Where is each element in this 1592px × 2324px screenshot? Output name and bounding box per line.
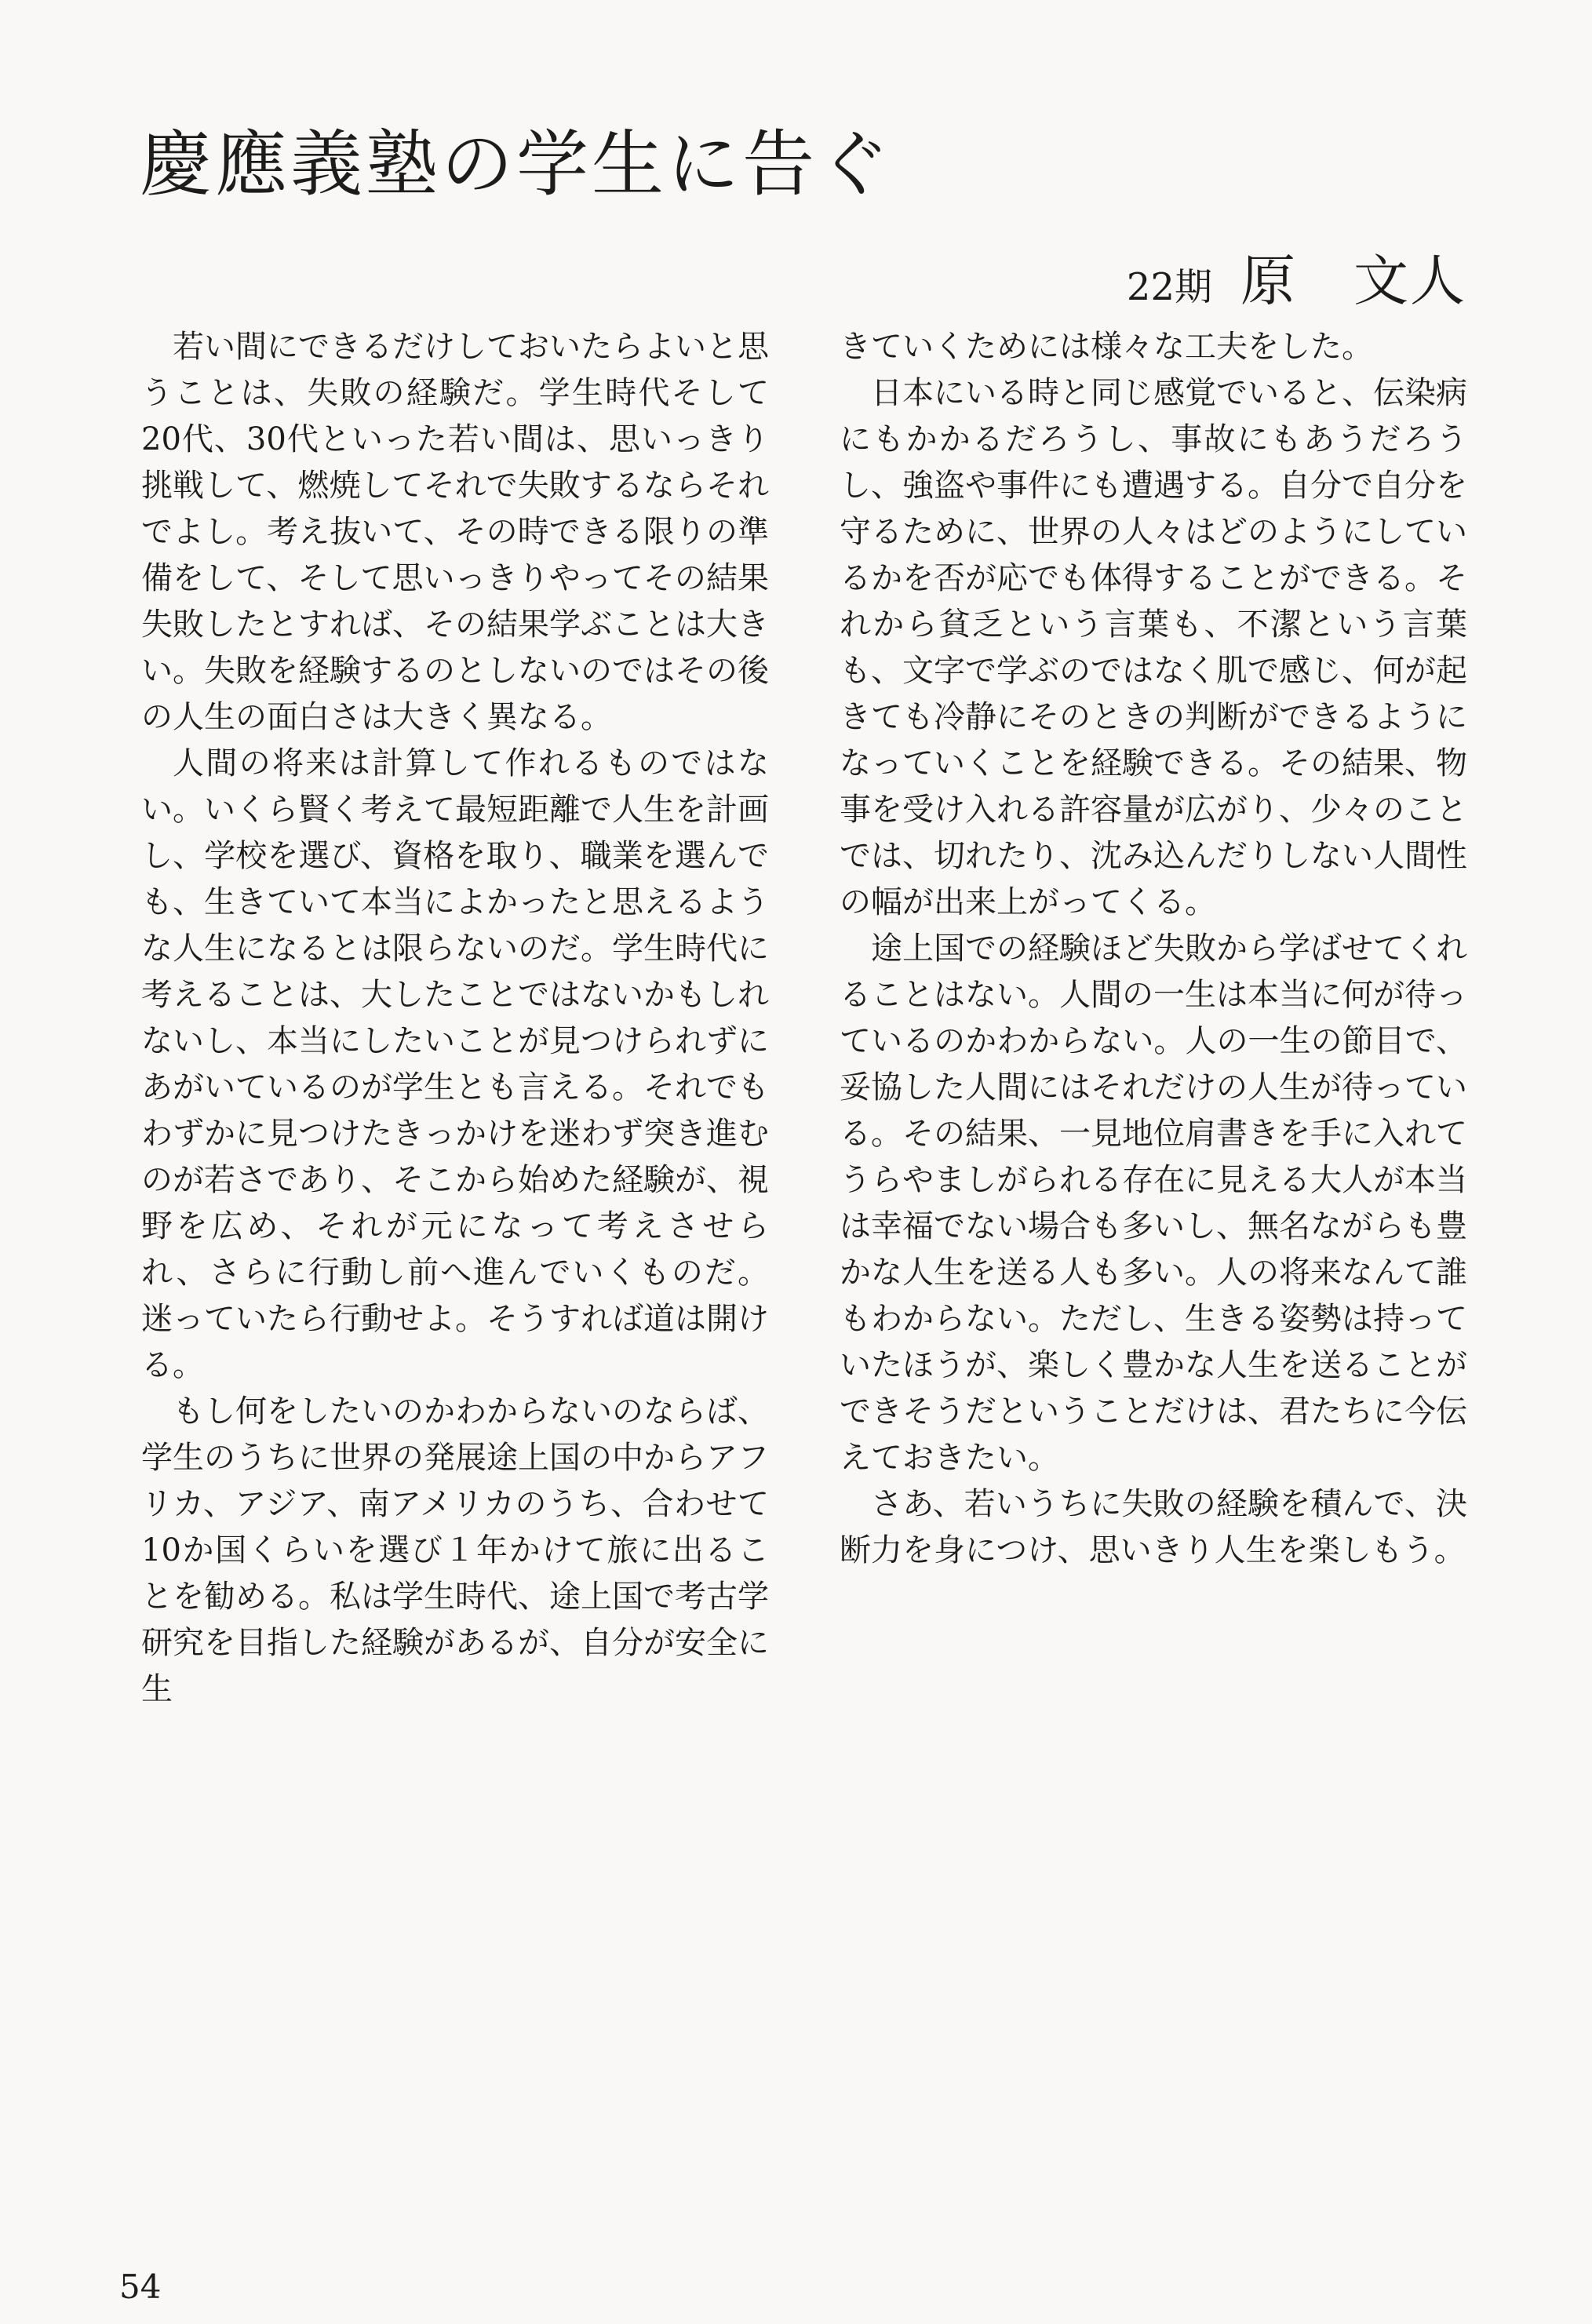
- left-column: [141, 324, 769, 1713]
- paragraph: 若い間にできるだけしておいたらよいと思うことは、失敗の経験だ。学生時代そして20代、30代といった若い間は、思いっきり挑戦して、燃焼してそれで失敗するならそれでよし。考え抜いて、その時できる限りの準備をして、そして思いっきりやってその結果失敗したとすれば、その結果学ぶことは大きい。失敗を経験するのとしないのではその後の人生の面白さは大きく異なる。: [141, 329, 769, 735]
- author-name: 原 文人: [1240, 249, 1466, 313]
- paragraph: 途上国での経験ほど失敗から学ばせてくれることはない。人間の一生は本当に何が待っているのかわからない。人の一生の節目で、妥協した人間にはそれだけの人生が待っている。その結果、一見地位肩書きを手に入れてうらやましがられる存在に見える大人が本当は幸福でない場合も多いし、無名ながらも豊かな人生を送る人も多い。人の将来なんて誰もわからない。ただし、生きる姿勢は持っていたほうが、楽しく豊かな人生を送ることができそうだということだけは、君たちに今伝えておきたい。: [840, 931, 1467, 1476]
- paragraph: さあ、若いうちに失敗の経験を積んで、決断力を身につけ、思いきり人生を楽しもう。: [840, 1486, 1467, 1568]
- author-period: 22期: [1126, 265, 1212, 309]
- right-column: [840, 324, 1467, 1574]
- paragraph: 人間の将来は計算して作れるものではない。いくら賢く考えて最短距離で人生を計画し、学校を選び、資格を取り、職業を選んでも、生きていて本当によかったと思えるような人生になるとは限らないのだ。学生時代に考えることは、大したことではないかもしれないし、本当にしたいことが見つけられずにあがいているのが学生とも言える。それでもわずかに見つけたきっかけを迷わず突き進むのが若さであり、そこから始めた経験が、視野を広め、それが元になって考えさせられ、さらに行動し前へ進んでいくものだ。迷っていたら行動せよ。そうすれば道は開ける。: [141, 745, 769, 1383]
- page-number: 54: [119, 2268, 162, 2306]
- paragraph: もし何をしたいのかわからないのならば、学生のうちに世界の発展途上国の中からアフリカ、アジア、南アメリカのうち、合わせて10か国くらいを選び１年かけて旅に出ることを勧める。私は学生時代、途上国で考古学研究を目指した経験があるが、自分が安全に生: [141, 1393, 769, 1707]
- article-title: 慶應義塾の学生に告ぐ: [140, 122, 894, 206]
- paragraph-continuation: きていくためには様々な工夫をした。: [840, 329, 1373, 365]
- paragraph: 日本にいる時と同じ感覚でいると、伝染病にもかかるだろうし、事故にもあうだろうし、強盗や事件にも遭遇する。自分で自分を守るために、世界の人々はどのようにしているかを否が応でも体得することができる。それから貧乏という言葉も、不潔という言葉も、文字で学ぶのではなく肌で感じ、何が起きても冷静にそのときの判断ができるようになっていくことを経験できる。その結果、物事を受け入れる許容量が広がり、少々のことでは、切れたり、沈み込んだりしない人間性の幅が出来上がってくる。: [840, 375, 1467, 920]
- author-byline: [1127, 250, 1466, 327]
